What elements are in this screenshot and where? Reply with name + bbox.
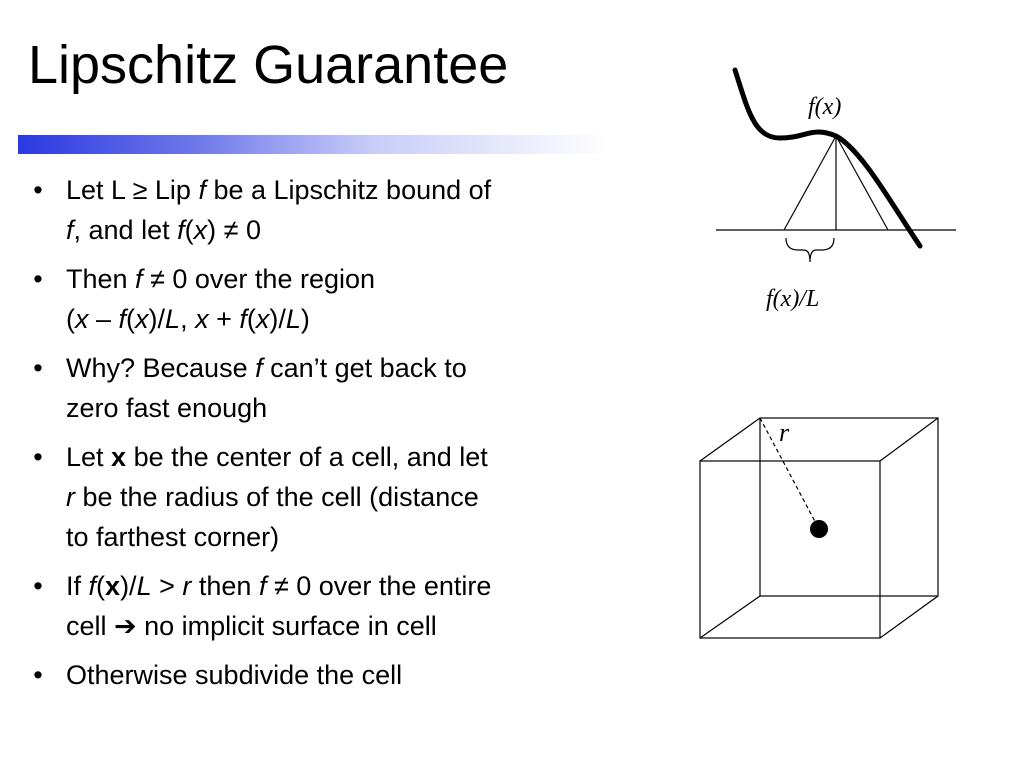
text-run: f (255, 353, 263, 383)
text-run: ≥ (132, 175, 148, 205)
bullet-line (66, 348, 618, 388)
text-run: ) (207, 215, 224, 245)
text-run: 0 (238, 215, 261, 245)
text-run: x (255, 304, 270, 334)
text-run: then (191, 571, 259, 601)
bullet-symbol: • (33, 660, 43, 690)
lipschitz-cone-figure (716, 70, 956, 312)
text-run: ≠ 0 over the region (142, 264, 376, 294)
cube-edge (700, 596, 760, 638)
text-run: r (66, 482, 75, 512)
text-run: L (136, 571, 152, 601)
text-run: x (111, 442, 127, 472)
text-run: Lip (147, 175, 199, 205)
bullet-item-subdivide (28, 655, 618, 695)
bullet-list (28, 170, 618, 704)
cone-left-edge (784, 136, 836, 230)
cube-back-face (760, 418, 938, 596)
text-run: )/ (269, 304, 286, 334)
text-run: )/ (148, 304, 166, 334)
text-run: to farthest corner) (66, 522, 280, 552)
text-run: ( (96, 571, 106, 601)
text-run: ( (184, 215, 194, 245)
cube-edge (700, 418, 760, 461)
text-run: zero fast enough (66, 393, 268, 423)
text-run: ≠ 0 over the entire (266, 571, 492, 601)
bullet-line (66, 170, 618, 210)
text-run: f (177, 215, 185, 245)
text-run: be the radius of the cell (distance (75, 482, 479, 512)
text-run: If (66, 571, 89, 601)
bullet-line (66, 477, 618, 517)
text-run: be a Lipschitz bound of (205, 175, 492, 205)
text-run: can’t get back to (262, 353, 467, 383)
radius-label: r (779, 418, 790, 447)
text-run: , and let (73, 215, 178, 245)
bullet-item-nonzero-region (28, 259, 618, 339)
text-run: f (258, 571, 267, 601)
text-run: ( (246, 304, 256, 334)
cube-cell-figure (700, 418, 938, 638)
cube-front-face (700, 461, 880, 638)
cone-right-edge (836, 136, 888, 230)
text-run: f (66, 215, 74, 245)
bullet-line (66, 517, 618, 557)
text-run: f (135, 264, 143, 294)
text-run: f (118, 304, 127, 334)
text-run: Let (66, 442, 112, 472)
text-run: )/ (120, 571, 137, 601)
text-run: Let L (66, 175, 133, 205)
bullet-line (66, 566, 618, 606)
bullet-item-why (28, 348, 618, 428)
cube-edge (880, 418, 938, 461)
text-run: x (193, 215, 208, 245)
text-run: ≠ (223, 215, 239, 245)
curve-label: f(x) (808, 94, 842, 120)
text-run: Otherwise subdivide the cell (66, 660, 403, 690)
text-run: no implicit surface in cell (136, 611, 437, 641)
cell-center-dot (810, 520, 828, 538)
text-run: ( (126, 304, 136, 334)
text-run: ) (300, 304, 310, 334)
text-run: x (135, 304, 149, 334)
text-run: x (75, 304, 89, 334)
bullet-symbol: • (33, 571, 43, 601)
text-run: Why? Because (66, 353, 256, 383)
text-run: f (88, 571, 97, 601)
text-run: L (285, 304, 301, 334)
text-run: + (208, 304, 240, 334)
text-run: cell (66, 611, 115, 641)
bullet-symbol: • (33, 264, 43, 294)
bullet-symbol: • (33, 175, 43, 205)
bullet-item-cell-center (28, 437, 618, 557)
text-run: Then (66, 264, 136, 294)
text-run: r (182, 571, 192, 601)
text-run: – (88, 304, 119, 334)
function-curve (735, 70, 920, 246)
text-run: L (165, 304, 181, 334)
bullet-line (66, 606, 618, 646)
text-run: x (195, 304, 209, 334)
bullet-line (66, 259, 618, 299)
bullet-line (66, 388, 618, 428)
bullet-line (66, 210, 618, 250)
brace-label: f(x)/L (766, 286, 820, 312)
text-run: be the center of a cell, and let (126, 442, 488, 472)
text-run: > (151, 571, 183, 601)
text-run: ( (66, 304, 75, 334)
text-run: f (198, 175, 206, 205)
text-run: , (180, 304, 196, 334)
slide-title: Lipschitz Guarantee (28, 35, 509, 95)
cube-edge (880, 596, 938, 638)
radius-line (760, 418, 819, 529)
bullet-symbol: • (33, 353, 43, 383)
text-run: x (105, 571, 121, 601)
brace-icon (786, 238, 834, 262)
bullet-line (66, 655, 618, 695)
title-underline-gradient (18, 135, 608, 154)
bullet-item-lipschitz-bound (28, 170, 618, 250)
bullet-symbol: • (33, 442, 43, 472)
bullet-line (66, 299, 618, 339)
bullet-item-cell-test (28, 566, 618, 646)
text-run: f (239, 304, 247, 334)
bullet-line (66, 437, 618, 477)
text-run: ➔ (114, 611, 137, 641)
